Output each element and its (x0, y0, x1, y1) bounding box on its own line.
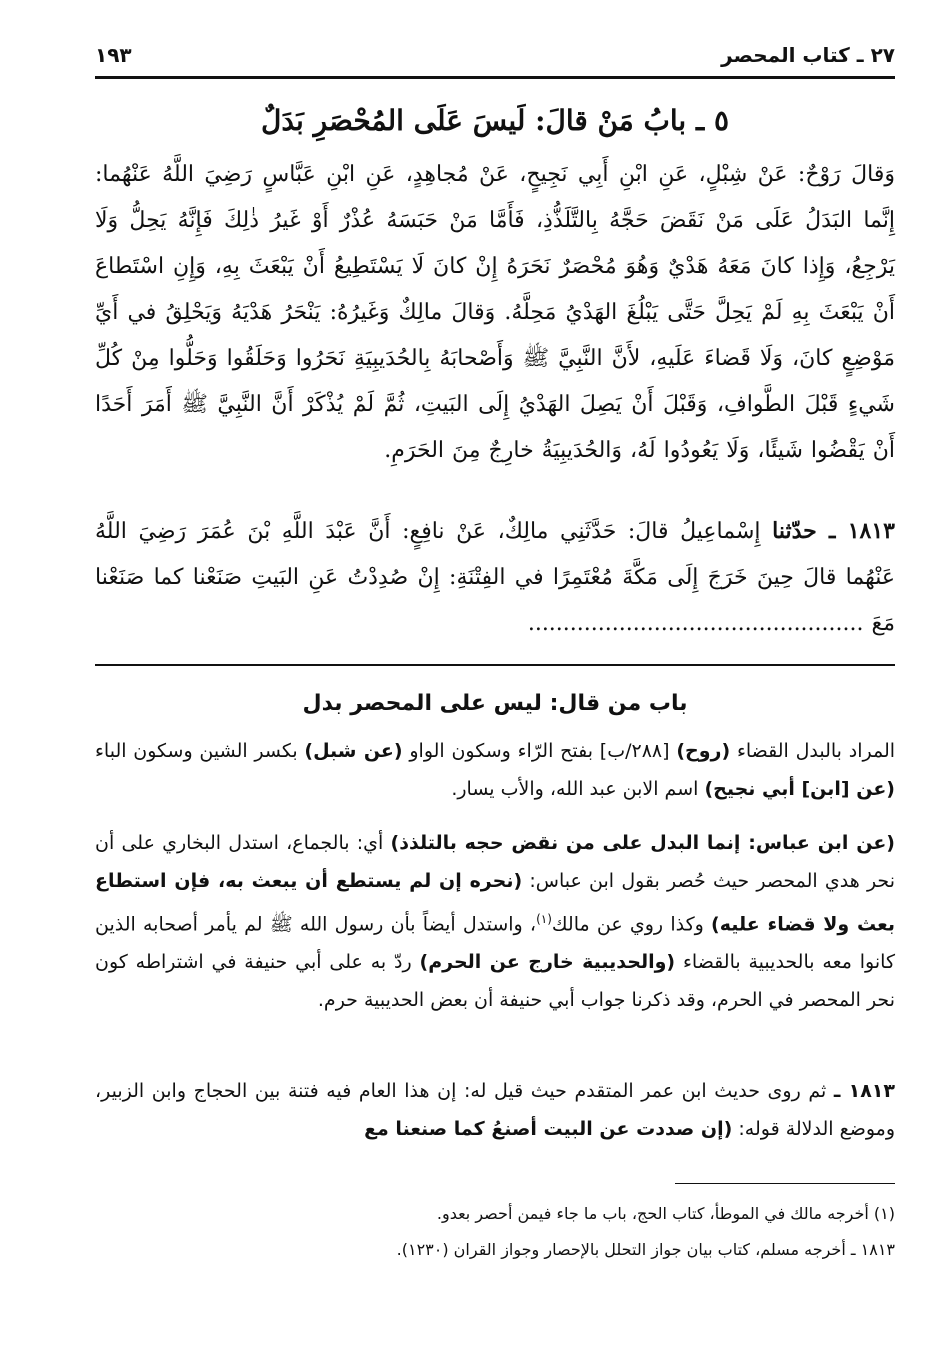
commentary-quote: (عن [ابن] أبي نجيح) (704, 778, 895, 800)
commentary-paragraph-3 (95, 1072, 895, 1148)
commentary-quote: (عن ابن عباس: إنما البدل على من نقض حجه بالتلذذ) (390, 832, 895, 854)
hadith-number: ١٨١٣ ـ حدّثنا (772, 518, 895, 544)
commentary-text: ثم روى حديث ابن عمر المتقدم حيث قيل له: إن هذا العام فيه فتنة بين الحجاج وابن الزبير، وموضع الدلالة قوله: (95, 1080, 895, 1140)
commentary-quote: (عن شبل) (304, 740, 403, 762)
footnote-rule (675, 1183, 895, 1184)
section-title: ٥ ـ بابُ مَنْ قالَ: لَيسَ عَلَى المُحْصَرِ بَدَلٌ (261, 104, 729, 137)
commentary-title: باب من قال: ليس على المحصر بدل (302, 691, 688, 716)
hadith-text: إِسْماعِيلُ قالَ: حَدَّثَنِي مالِكٌ، عَنْ نافِعٍ: أَنَّ عَبْدَ اللَّهِ بْنَ عُمَرَ رَضِيَ اللَّهُ عَنْهُما قالَ حِينَ خَرَجَ إِلَى مَكَّةَ مُعْتَمِرًا في الفِتْنَةِ: إِنْ صُدِدْتُ عَنِ البَيتِ صَنَعْنا كما صَنَعْنا مَعَ (95, 519, 895, 636)
commentary-paragraph-2 (95, 824, 895, 1019)
hadith-number: ١٨١٣ ـ (833, 1080, 895, 1102)
footnote-item: (١) أخرجه مالك في الموطأ، كتاب الحج، باب ما جاء فيمن أحصر بعدو. (436, 1204, 895, 1223)
hadith-1813-paragraph (95, 508, 895, 647)
footnote-marker[interactable]: (١) (536, 912, 552, 926)
hadith-intro-paragraph: وَقالَ رَوْحٌ: عَنْ شِبْلٍ، عَنِ ابْنِ أَبِي نَجِيحٍ، عَنْ مُجاهِدٍ، عَنِ ابْنِ عَبَّاسٍ رَضِيَ اللَّهُ عَنْهُما: إِنَّما البَدَلُ عَلَى مَنْ نَقَضَ حَجَّهُ بِالتَّلَذُّذِ، فَأَمَّا مَنْ حَبَسَهُ عُذْرٌ أَوْ غَيرُ ذٰلِكَ فَإِنَّهُ يَحِلُّ وَلَا يَرْجِعُ، وَإِذا كانَ مَعَهُ هَدْيٌ وَهُوَ مُحْصَرٌ نَحَرَهُ إِنْ كانَ لَا يَسْتَطِيعُ أَنْ يَبْعَثَ بِهِ، وَإِنِ اسْتَطاعَ أَنْ يَبْعَثَ بِهِ لَمْ يَحِلَّ حَتَّى يَبْلُغَ الهَدْيُ مَحِلَّهُ. وَقالَ مالِكٌ وَغَيرُهُ: يَنْحَرُ هَدْيَهُ وَيَحْلِقُ في أَيِّ مَوْضِعٍ كانَ، وَلَا قَضاءَ عَلَيهِ، لأَنَّ النَّبِيَّ ﷺ وَأَصْحابَهُ بِالحُدَيبِيَةِ نَحَرُوا وَحَلَقُوا وَحَلُّوا مِنْ كُلِّ شَيءٍ قَبْلَ الطَّوافِ، وَقَبْلَ أَنْ يَصِلَ الهَدْيُ إِلَى البَيتِ، ثُمَّ لَمْ يُذْكَرْ أَنَّ النَّبِيَّ ﷺ أَمَرَ أَحَدًا أَنْ يَقْضُوا شَيئًا، وَلَا يَعُودُوا لَهُ، وَالحُدَيبِيَةُ خارِجٌ مِنَ الحَرَمِ. (95, 162, 895, 463)
footnotes (95, 1196, 895, 1268)
commentary-text: ، واستدل أيضاً بأن رسول الله ﷺ لم يأمر أصحابه الذين كانوا معه بالحديبية بالقضاء (95, 913, 895, 974)
section-divider (95, 664, 895, 666)
page-number: ١٩٣ (95, 43, 132, 67)
commentary-text: اسم الابن عبد الله، والأب يسار. (451, 778, 699, 800)
continuation-dots: ................................................ (527, 611, 864, 636)
commentary-text: ردّ به على أبي حنيفة في اشتراطه كون نحر المحصر في الحرم، وقد ذكرنا جواب أبي حنيفة أن بعض الحديبية حرم. (95, 951, 895, 1012)
commentary-text: بكسر الشين وسكون الباء (95, 740, 298, 762)
commentary-quote: (والحديبية خارج عن الحرم) (419, 951, 676, 974)
commentary-text: أي: بالجماع، استدل البخاري على أن نحر هدي المحصر حيث حُصر بقول ابن عباس: (95, 832, 895, 892)
commentary-text: وكذا روي عن مالك (551, 913, 704, 936)
commentary-quote: (نحره إن لم يستطع أن يبعث به، فإن استطاع بعث ولا قضاء عليه) (95, 870, 895, 936)
chapter-title: ٢٧ ـ كتاب المحصر (721, 43, 895, 67)
page-header (95, 38, 895, 72)
commentary-text: [٢٨٨/ب] بفتح الرّاء وسكون الواو (409, 740, 670, 762)
footnote-item: ١٨١٣ ـ أخرجه مسلم، كتاب بيان جواز التحلل بالإحصار وجواز القران (١٢٣٠). (396, 1240, 895, 1259)
commentary-quote: (إن صددت عن البيت أصنعُ كما صنعنا مع (364, 1118, 733, 1140)
commentary-paragraph-1 (95, 732, 895, 808)
header-rule (95, 76, 895, 79)
commentary-text: المراد بالبدل القضاء (736, 740, 896, 762)
commentary-quote: (روح) (676, 740, 731, 762)
